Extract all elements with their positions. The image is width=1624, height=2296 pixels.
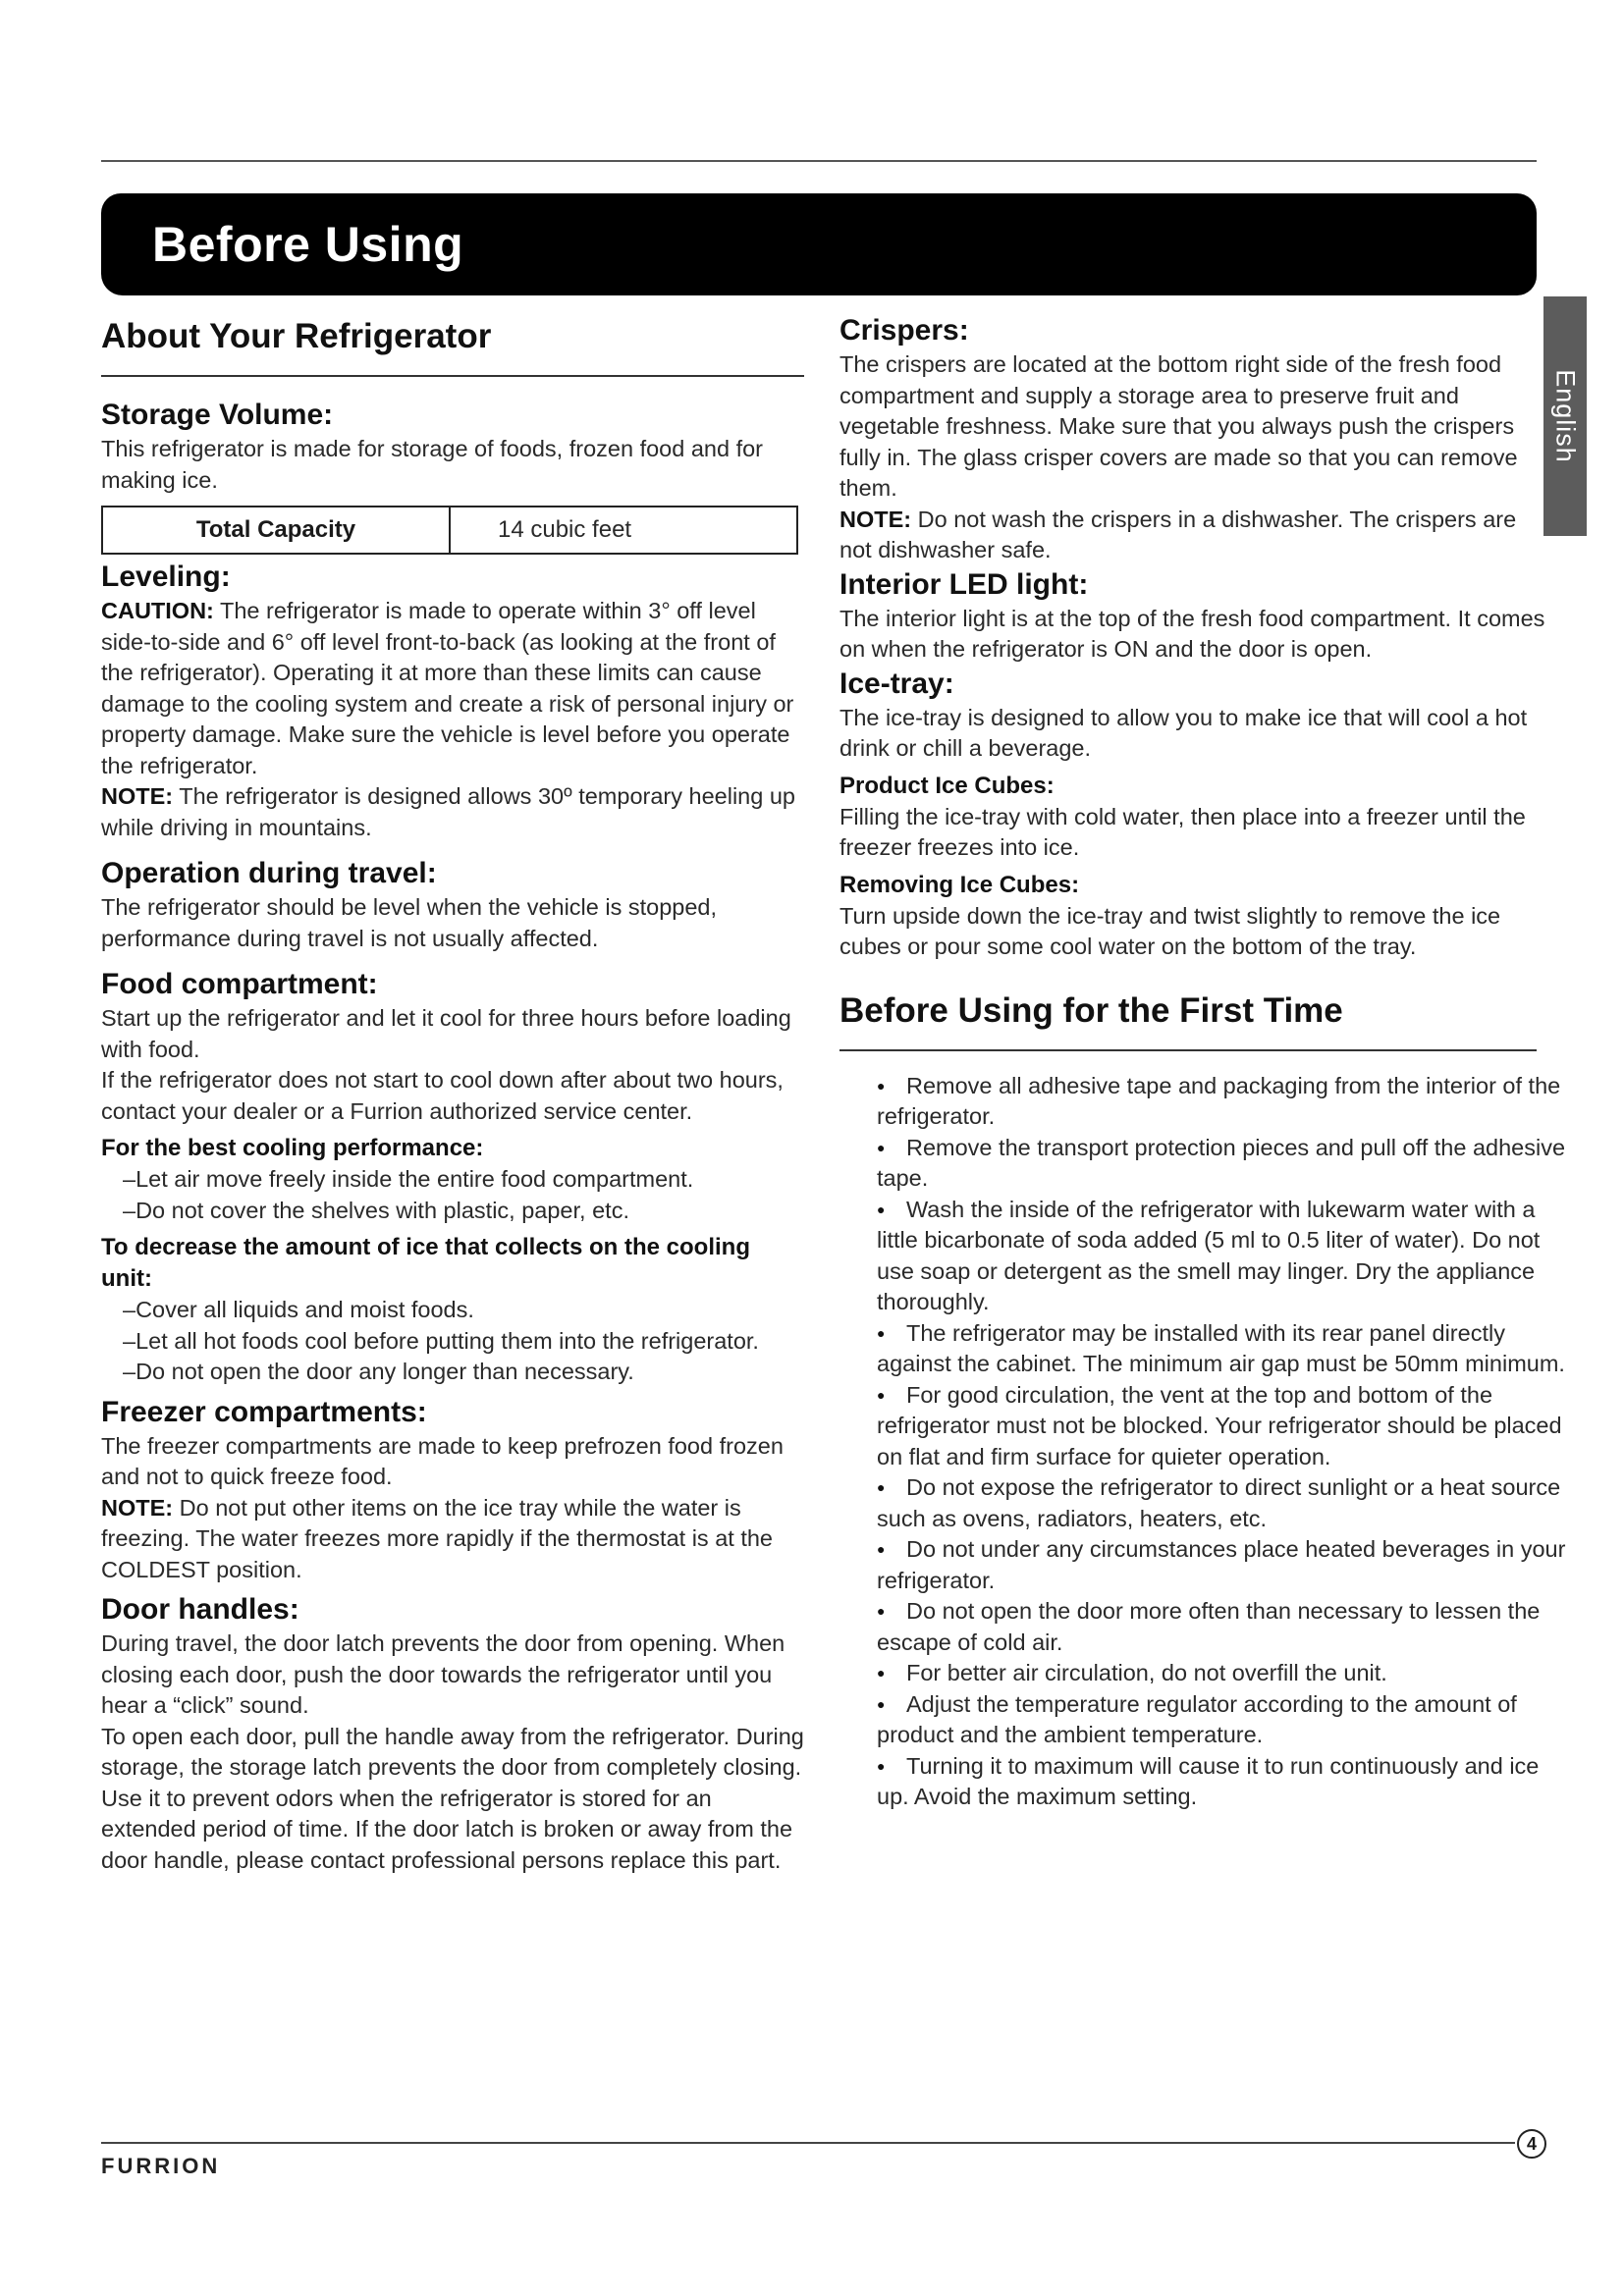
food-compartment-text-1: Start up the refrigerator and let it cool for three hours before loading with food. xyxy=(101,1005,791,1062)
list-item: ● Do not expose the refrigerator to direct sunlight or a heat source such as ovens, radiators, heaters, etc. xyxy=(877,1472,1566,1534)
table-row xyxy=(102,507,797,554)
best-cooling-list xyxy=(101,1164,804,1226)
list-item: ● The refrigerator may be installed with its rear panel directly against the cabinet. The minimum air gap must be 50mm minimum. xyxy=(877,1318,1566,1380)
page-number: 4 xyxy=(1517,2129,1546,2159)
heading-ice-tray: Ice-tray: xyxy=(839,667,954,700)
section-title-rule xyxy=(839,1049,1537,1051)
food-compartment-text-2: If the refrigerator does not start to cool down after about two hours, contact your dealer or a Furrion authorized service center. xyxy=(101,1067,784,1124)
list-item: –Let all hot foods cool before putting them into the refrigerator. xyxy=(123,1327,759,1354)
decrease-ice-list xyxy=(101,1295,804,1388)
note-label: NOTE: xyxy=(101,1494,174,1521)
heading-interior-led: Interior LED light: xyxy=(839,567,1089,601)
list-item: –Let air move freely inside the entire food compartment. xyxy=(123,1166,694,1192)
crispers-note xyxy=(839,505,1527,566)
section-title-about: About Your Refrigerator xyxy=(101,317,492,355)
freezer-note xyxy=(101,1493,804,1586)
note-text: Do not put other items on the ice tray while the water is freezing. The water freezes more rapidly if the thermostat is at the COLDEST position. xyxy=(101,1494,773,1582)
capacity-table xyxy=(101,506,798,555)
language-tab-label: English xyxy=(1550,369,1581,463)
list-item: –Do not open the door any longer than necessary. xyxy=(123,1359,634,1384)
heading-leveling: Leveling: xyxy=(101,561,231,593)
product-ice-cubes-text: Filling the ice-tray with cold water, then place into a freezer until the freezer freezes into ice. xyxy=(839,803,1526,860)
storage-volume-text: This refrigerator is made for storage of foods, frozen food and for making ice. xyxy=(101,436,764,493)
list-item: ● For better air circulation, do not overfill the unit. xyxy=(877,1658,1566,1689)
heading-decrease-ice: To decrease the amount of ice that collects on the cooling unit: xyxy=(101,1234,750,1292)
furrion-logo: FURRION xyxy=(101,2154,221,2178)
list-item: –Do not cover the shelves with plastic, paper, etc. xyxy=(123,1197,629,1223)
heading-removing-ice-cubes: Removing Ice Cubes: xyxy=(839,871,1080,898)
capacity-label: Total Capacity xyxy=(102,507,450,554)
door-handles-text-2: To open each door, pull the handle away from the refrigerator. During storage, the storage latch prevents the door from completely closing. Use it to prevent odors when the refrigerator is stored for an extended period of time. If the door latch is broken or away from the door handle, please contact professional persons replace this part. xyxy=(101,1723,804,1873)
left-column xyxy=(101,312,804,1876)
note-label: NOTE: xyxy=(839,506,912,532)
list-item: ● Do not open the door more often than necessary to lessen the escape of cold air. xyxy=(877,1596,1566,1658)
note-text: The refrigerator is designed allows 30º temporary heeling up while driving in mountains. xyxy=(101,783,795,840)
right-column xyxy=(839,312,1566,1813)
section-title-first-time: Before Using for the First Time xyxy=(839,990,1343,1030)
top-divider xyxy=(101,160,1537,162)
removing-ice-cubes-text: Turn upside down the ice-tray and twist slightly to remove the ice cubes or pour some cool water on the bottom of the tray. xyxy=(839,902,1501,959)
leveling-note xyxy=(101,781,804,843)
list-item: ● Do not under any circumstances place heated beverages in your refrigerator. xyxy=(877,1534,1566,1596)
heading-operation-travel: Operation during travel: xyxy=(101,857,437,889)
ice-tray-text: The ice-tray is designed to allow you to make ice that will cool a hot drink or chill a beverage. xyxy=(839,704,1528,761)
door-handles-text-1: During travel, the door latch prevents the door from opening. When closing each door, push the door towards the refrigerator until you hear a “click” sound. xyxy=(101,1630,785,1718)
list-item: ● Remove the transport protection pieces and pull off the adhesive tape. xyxy=(877,1133,1566,1195)
freezer-text: The freezer compartments are made to keep prefrozen food frozen and not to quick freeze food. xyxy=(101,1432,784,1489)
first-time-checklist xyxy=(839,1071,1566,1813)
heading-crispers: Crispers: xyxy=(839,314,969,347)
list-item: ● Adjust the temperature regulator according to the amount of product and the ambient temperature. xyxy=(877,1689,1566,1751)
leveling-caution xyxy=(101,596,804,781)
operation-travel-text: The refrigerator should be level when the vehicle is stopped, performance during travel is not usually affected. xyxy=(101,894,718,951)
list-item: ● For good circulation, the vent at the top and bottom of the refrigerator must not be blocked. Your refrigerator should be placed on flat and firm surface for quieter operation. xyxy=(877,1380,1566,1473)
section-banner xyxy=(101,193,1537,295)
heading-freezer: Freezer compartments: xyxy=(101,1395,427,1428)
heading-storage-volume: Storage Volume: xyxy=(101,399,334,431)
note-text: Do not wash the crispers in a dishwasher. The crispers are not dishwasher safe. xyxy=(839,506,1517,562)
interior-led-text: The interior light is at the top of the fresh food compartment. It comes on when the refrigerator is ON and the door is open. xyxy=(839,605,1545,662)
page-title: Before Using xyxy=(152,217,464,272)
heading-product-ice-cubes: Product Ice Cubes: xyxy=(839,772,1055,799)
crispers-text: The crispers are located at the bottom right side of the fresh food compartment and supply a storage area to preserve fruit and vegetable freshness. Make sure that you always push the crispers fully in. The glass crisper covers are made so that you can remove them. xyxy=(839,351,1518,501)
caution-text: The refrigerator is made to operate within 3° off level side-to-side and 6° off level front-to-back (as looking at the front of the refrigerator). Operating it at more than these limits can cause damage to the cooling system and create a risk of personal injury or property damage. Make sure the vehicle is level before you operate the refrigerator. xyxy=(101,598,794,778)
heading-door-handles: Door handles: xyxy=(101,1593,299,1626)
note-label: NOTE: xyxy=(101,783,174,809)
capacity-value: 14 cubic feet xyxy=(450,507,797,554)
list-item: ● Wash the inside of the refrigerator with lukewarm water with a little bicarbonate of soda added (5 ml to 0.5 liter of water). Do not use soap or detergent as the smell may linger. Dry the appliance thoroughly. xyxy=(877,1195,1566,1318)
list-item: –Cover all liquids and moist foods. xyxy=(123,1297,474,1322)
heading-food-compartment: Food compartment: xyxy=(101,968,378,1000)
list-item: ● Remove all adhesive tape and packaging from the interior of the refrigerator. xyxy=(877,1071,1566,1133)
section-title-rule xyxy=(101,375,804,377)
heading-best-cooling: For the best cooling performance: xyxy=(101,1135,484,1161)
list-item: ● Turning it to maximum will cause it to run continuously and ice up. Avoid the maximum setting. xyxy=(877,1751,1566,1813)
footer-divider xyxy=(101,2142,1515,2144)
caution-label: CAUTION: xyxy=(101,598,214,623)
